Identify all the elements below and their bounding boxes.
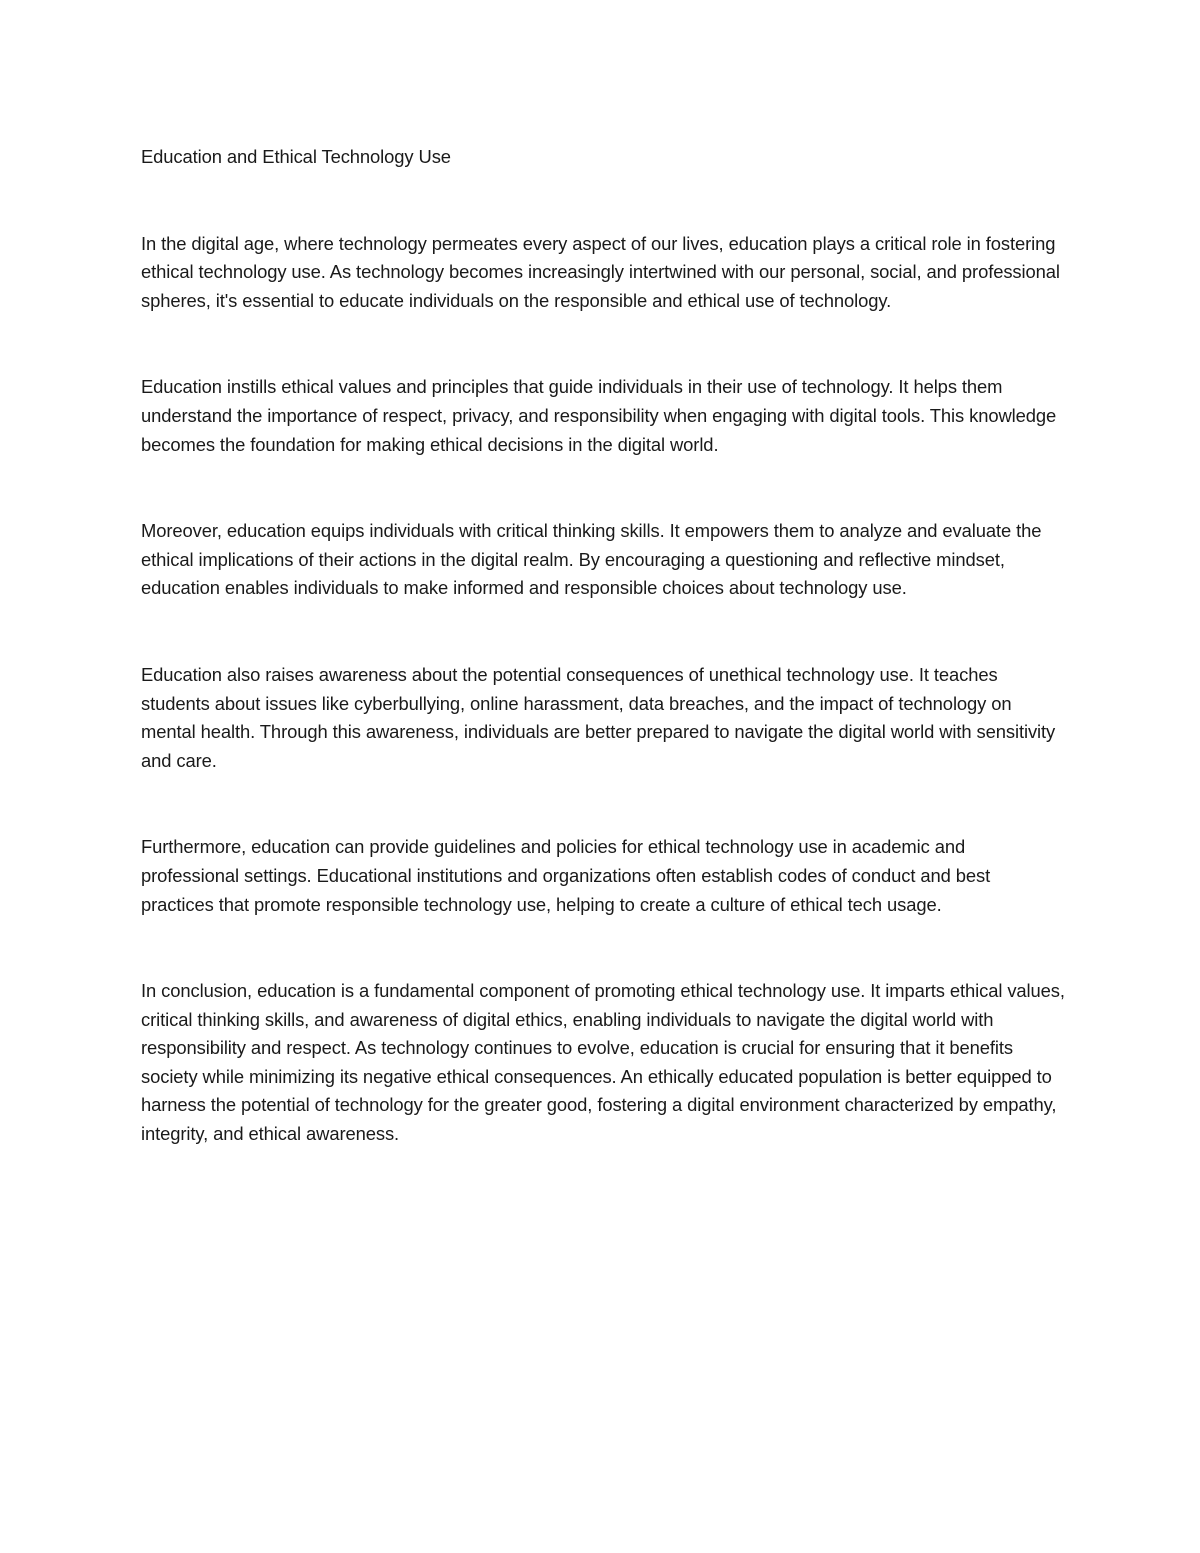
- paragraph-awareness: Education also raises awareness about the potential consequences of unethical technology use. It teaches students about issues like cyberbullying, online harassment, data breaches, and the impact of technology on mental health. Through this awareness, individuals are better prepared to navigate the digital world with sensitivity and care.: [141, 663, 1056, 771]
- paragraph-intro: In the digital age, where technology permeates every aspect of our lives, education plays a critical role in fostering ethical technology use. As technology becomes increasingly intertwined with our personal, social, and professional spheres, it's essential to educate individuals on the responsible and ethical use of technology.: [141, 232, 1060, 311]
- paragraph-conclusion: In conclusion, education is a fundamental component of promoting ethical technology use. It imparts ethical values, critical thinking skills, and awareness of digital ethics, enabling individuals to navigate the digital world with responsibility and respect. As technology continues to evolve, education is crucial for ensuring that it benefits society while minimizing its negative ethical consequences. An ethically educated population is better equipped to harness the potential of technology for the greater good, fostering a digital environment characterized by empathy, integrity, and ethical awareness.: [141, 980, 1065, 1145]
- paragraph-critical-thinking: Moreover, education equips individuals with critical thinking skills. It empowers them to analyze and evaluate the ethical implications of their actions in the digital realm. By encouraging a questioning and reflective mindset, education enables individuals to make informed and responsible choices about technology use.: [141, 520, 1042, 599]
- document-title: Education and Ethical Technology Use: [141, 146, 451, 167]
- paragraph-guidelines: Furthermore, education can provide guidelines and policies for ethical technology use in academic and professional settings. Educational institutions and organizations often establish codes of conduct and best practices that promote responsible technology use, helping to create a culture of ethical tech usage.: [141, 836, 991, 915]
- paragraph-values: Education instills ethical values and principles that guide individuals in their use of technology. It helps them understand the importance of respect, privacy, and responsibility when engaging with digital tools. This knowledge becomes the foundation for making ethical decisions in the digital world.: [141, 376, 1057, 455]
- document-body: [141, 143, 1066, 1207]
